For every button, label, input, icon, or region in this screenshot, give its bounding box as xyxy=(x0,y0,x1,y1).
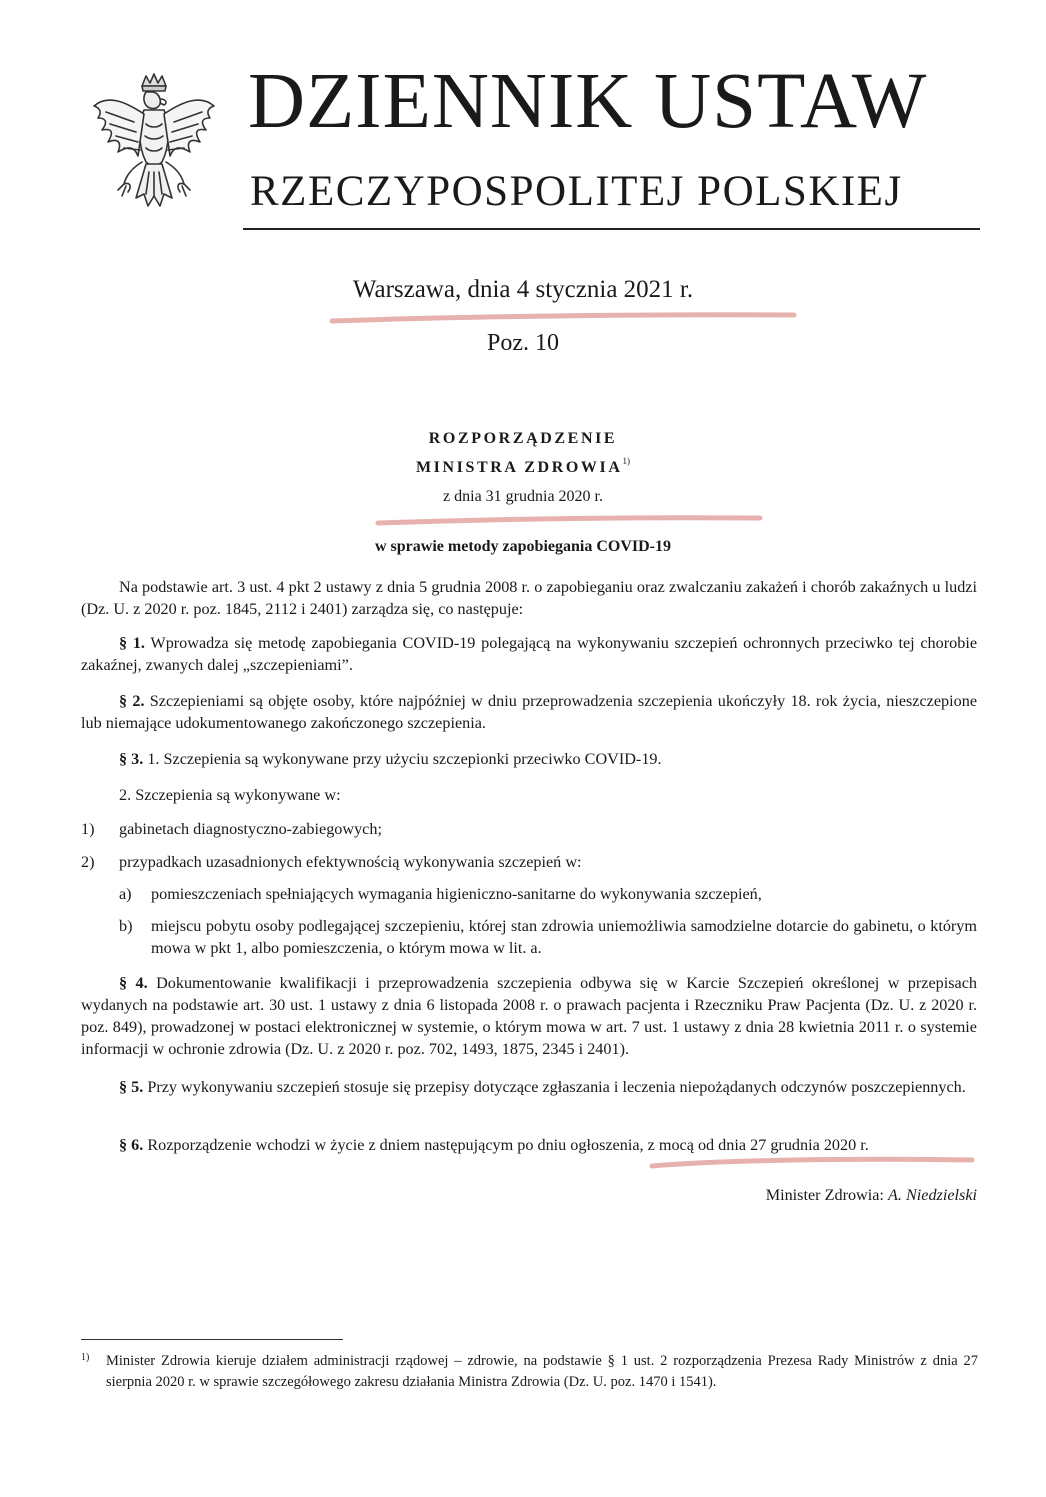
sub-item-text: pomieszczeniach spełniających wymagania higieniczno-sanitarne do wykonywania szczepień, xyxy=(151,885,762,903)
footnote-mark: 1) xyxy=(81,1352,90,1363)
section-5-mark: § 5. xyxy=(119,1078,144,1096)
signature xyxy=(766,1186,977,1205)
signature-role: Minister Zdrowia: xyxy=(765,1186,884,1204)
section-6-text: Rozporządzenie wchodzi w życie z dniem następującym po dniu ogłoszenia, z mocą od dnia 27 grudnia 2020 r. xyxy=(147,1136,869,1154)
list-item-number: 2) xyxy=(81,853,95,871)
list-item-text: przypadkach uzasadnionych efektywnością wykonywania szczepień w: xyxy=(119,853,582,871)
polish-eagle-emblem xyxy=(86,72,222,224)
gazette-title: DZIENNIK USTAW xyxy=(248,58,928,145)
gazette-subtitle: RZECZYPOSPOLITEJ POLSKIEJ xyxy=(250,168,903,215)
highlight-underline-effective-date xyxy=(648,1152,978,1174)
highlight-underline-date xyxy=(328,309,800,329)
footnote-divider xyxy=(81,1339,343,1340)
publication-date: Warszawa, dnia 4 stycznia 2021 r. xyxy=(352,276,694,303)
act-subject: w sprawie metody zapobiegania COVID-19 xyxy=(375,538,671,555)
footnote-text: Minister Zdrowia kieruje działem administracji rządowej – zdrowie, na podstawie § 1 ust. 2 rozporządzenia Prezesa Rady Ministrów z dnia 27 sierpnia 2020 r. w sprawie szczegółowego zakresu działania Ministra Zdrowia (Dz. U. poz. 1470 i 1541). xyxy=(106,1353,978,1390)
footnote-reference: 1) xyxy=(622,456,630,466)
section-5-text: Przy wykonywaniu szczepień stosuje się przepisy dotyczące zgłaszania i leczenia niepożądanych odczynów poszczepiennych. xyxy=(147,1078,966,1096)
act-type: ROZPORZĄDZENIE xyxy=(428,430,618,447)
section-1 xyxy=(81,632,977,676)
section-3-p1-text: 1. Szczepienia są wykonywane przy użyciu szczepionki przeciwko COVID-19. xyxy=(147,750,662,768)
section-4-mark: § 4. xyxy=(119,974,148,992)
section-1-text: Wprowadza się metodę zapobiegania COVID-19 polegającą na wykonywaniu szczepień ochronnych przeciwko tej chorobie zakaźnej, zwanych dalej „szczepieniami”. xyxy=(81,634,978,674)
section-3-paragraph-1 xyxy=(81,748,977,770)
act-authority-text: MINISTRA ZDROWIA xyxy=(415,459,623,476)
section-1-mark: § 1. xyxy=(119,634,145,652)
section-4-text: Dokumentowanie kwalifikacji i przeprowadzenia szczepienia odbywa się w Karcie Szczepień określonej w przepisach wydanych na podstawie art. 30 ust. 1 ustawy z dnia 6 listopada 2008 r. o prawach pacjenta i Rzeczniku Praw Pacjenta (Dz. U. z 2020 r. poz. 849), prowadzonej w postaci elektronicznej w systemie, o którym mowa w art. 7 ust. 1 ustawy z dnia 28 kwietnia 2011 r. o systemie informacji w ochronie zdrowia (Dz. U. z 2020 r. poz. 702, 1493, 1875, 2345 i 2401). xyxy=(81,974,978,1058)
section-2-mark: § 2. xyxy=(119,692,145,710)
list-item-number: 1) xyxy=(81,820,95,838)
act-authority xyxy=(0,456,1046,477)
sub-item-letter: a) xyxy=(119,885,132,903)
section-6-mark: § 6. xyxy=(119,1136,144,1154)
sub-item-letter: b) xyxy=(119,917,133,935)
section-2 xyxy=(81,690,977,734)
sub-item-text: miejscu pobytu osoby podlegającej szczepieniu, której stan zdrowia uniemożliwia samodzielne dotarcie do gabinetu, o którym mowa w pkt 1, albo pomieszczenia, o którym mowa w lit. a. xyxy=(151,917,977,957)
section-3-mark: § 3. xyxy=(119,750,144,768)
header-divider xyxy=(243,228,980,230)
act-date: z dnia 31 grudnia 2020 r. xyxy=(443,488,603,505)
position-number: Poz. 10 xyxy=(487,330,559,356)
section-2-text: Szczepieniami są objęte osoby, które najpóźniej w dniu przeprowadzenia szczepienia ukończyły 18. rok życia, nieszczepione lub niemające udokumentowanego zakończonego szczepienia. xyxy=(81,692,978,732)
list-item-text: gabinetach diagnostyczno-zabiegowych; xyxy=(119,820,382,838)
section-4 xyxy=(81,972,977,1060)
signature-name: A. Niedzielski xyxy=(887,1186,977,1204)
highlight-underline-act-date xyxy=(374,512,766,530)
section-3-paragraph-2: 2. Szczepienia są wykonywane w: xyxy=(119,786,341,804)
section-5 xyxy=(81,1076,977,1098)
preamble: Na podstawie art. 3 ust. 4 pkt 2 ustawy z dnia 5 grudnia 2008 r. o zapobieganiu oraz zwalczaniu zakażeń i chorób zakaźnych u ludzi (Dz. U. z 2020 r. poz. 1845, 2112 i 2401) zarządza się, co następuje: xyxy=(81,578,977,618)
